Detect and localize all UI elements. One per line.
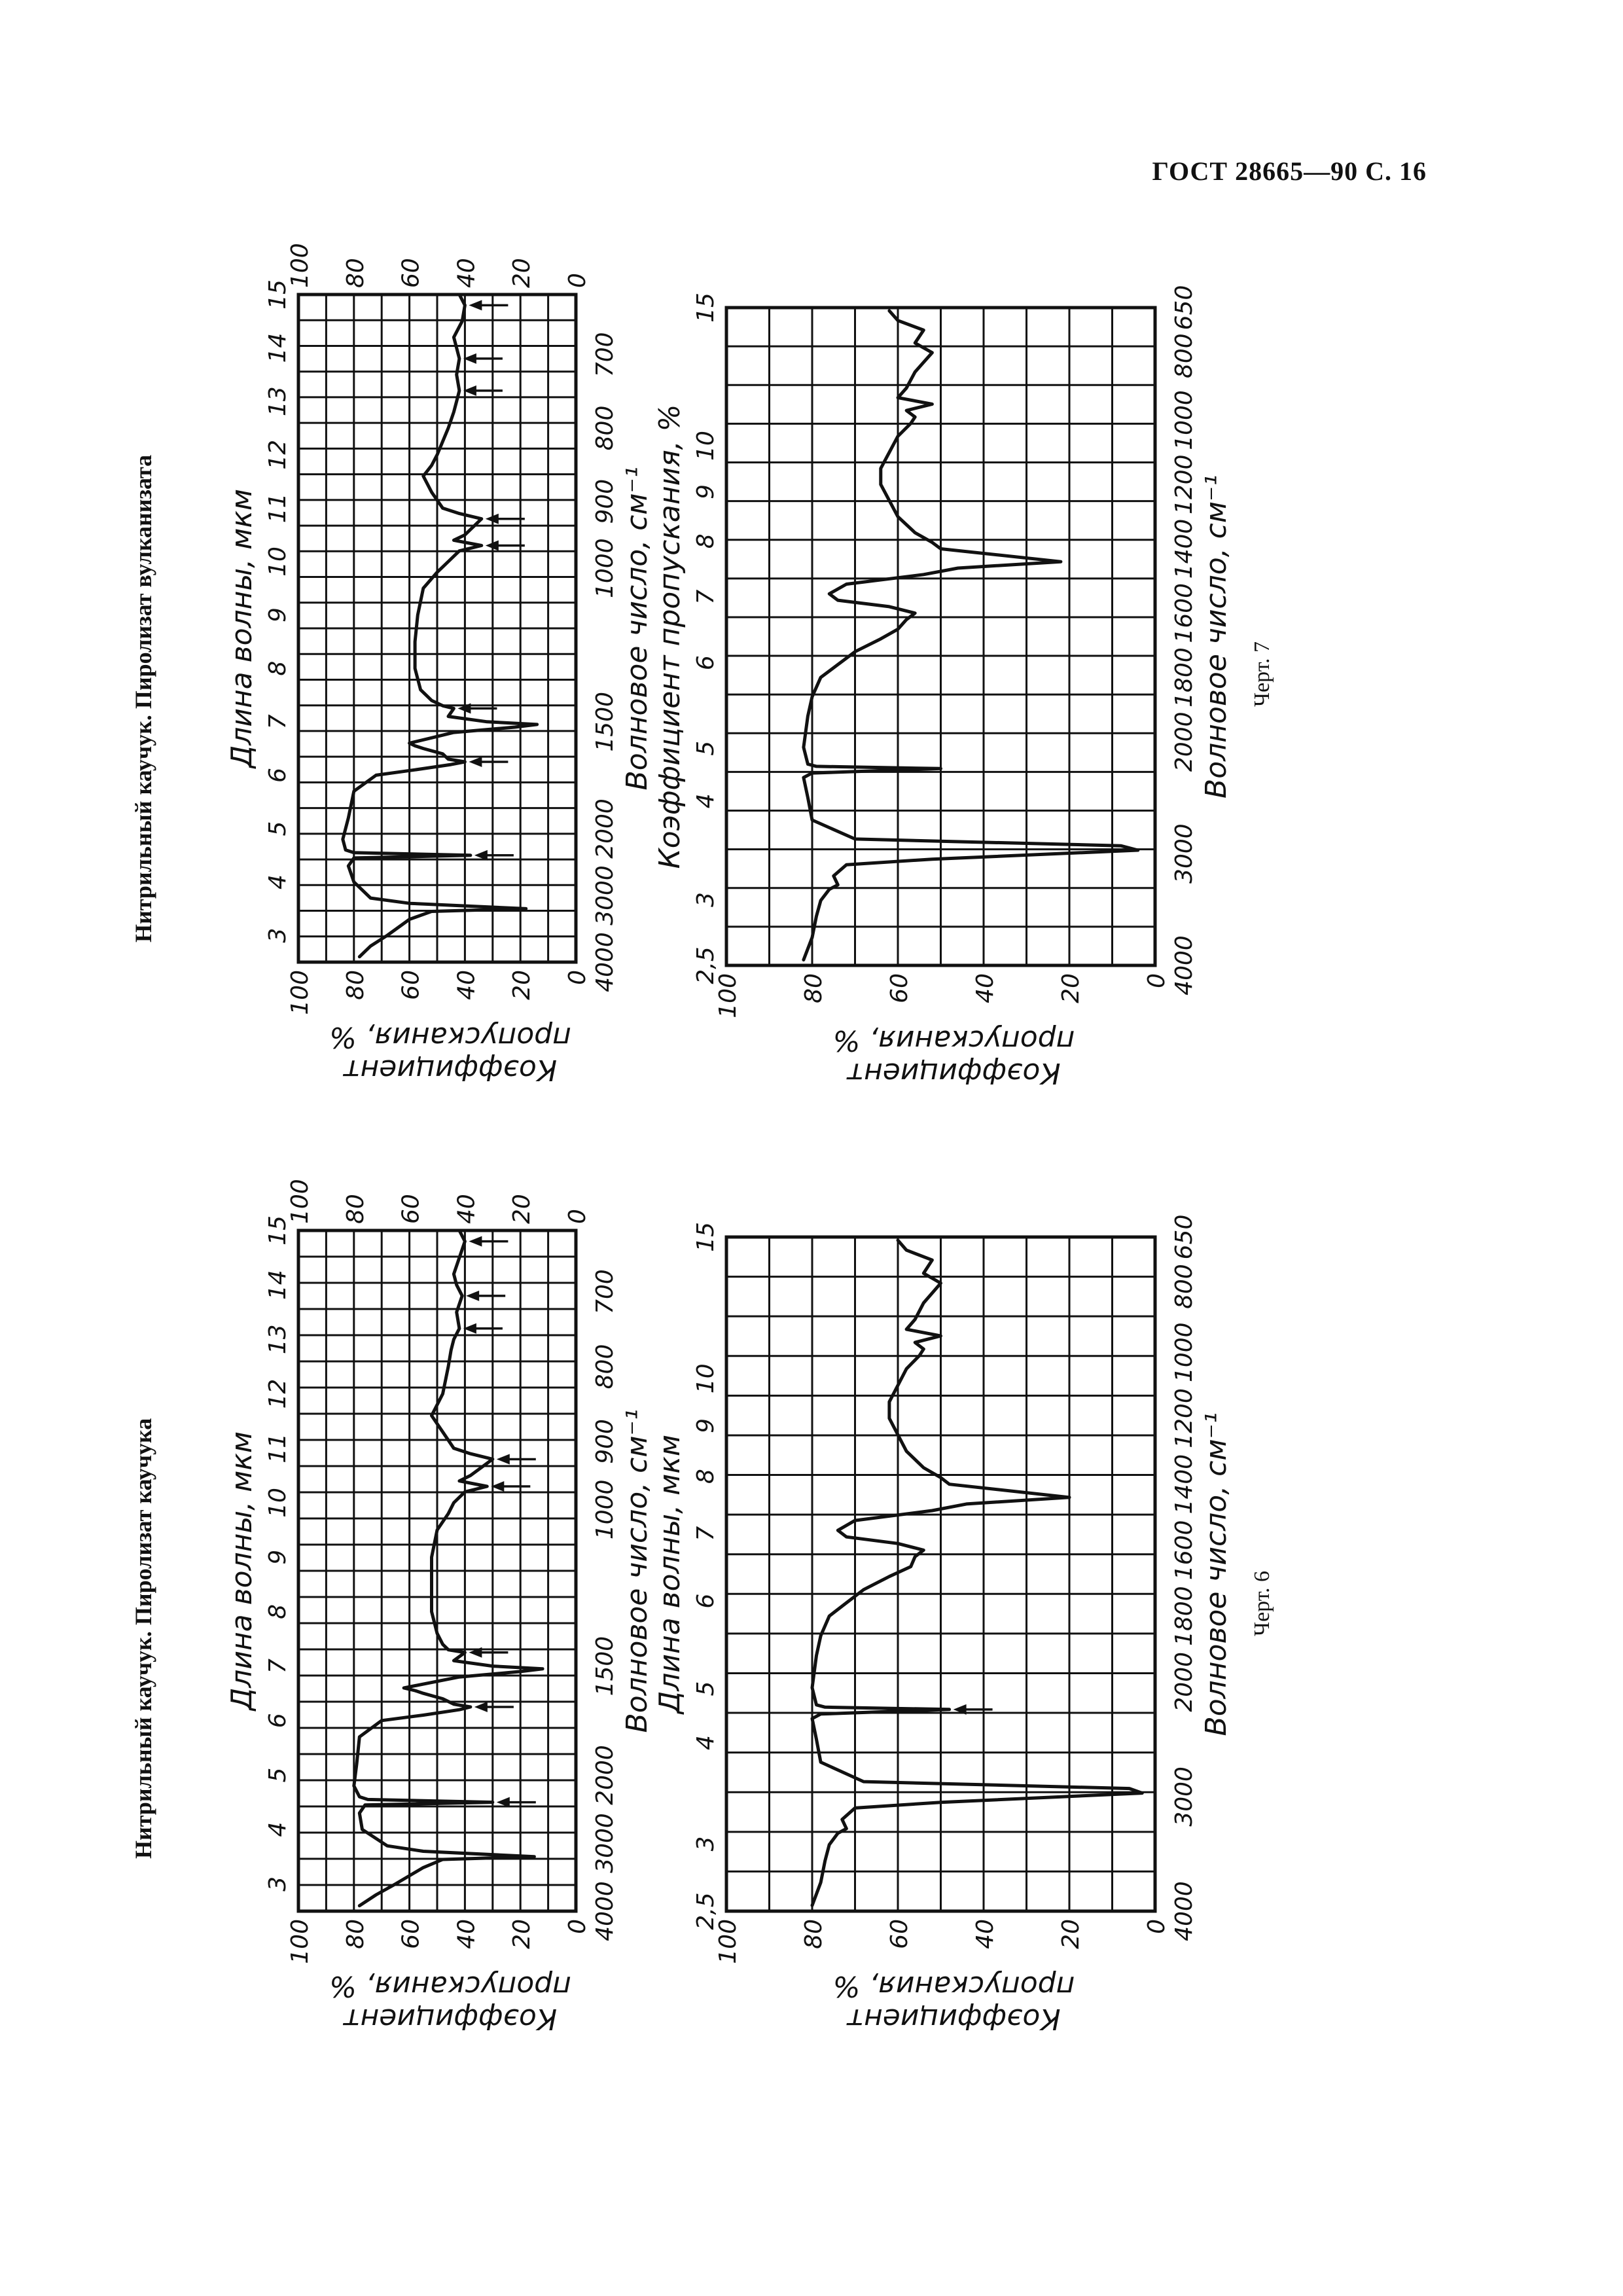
transmittance-tick-label: 100 (287, 970, 313, 1015)
peak-arrow (469, 300, 508, 310)
spectrum-panel-2 (653, 1215, 1233, 2036)
wavelength-tick-label: 13 (264, 1324, 291, 1355)
wavenumber-tick-label: 1400 (1171, 518, 1198, 579)
plot-grid (726, 1237, 1155, 1911)
wavelength-tick-label: 9 (692, 484, 719, 499)
transmittance-tick-label: 60 (886, 1919, 913, 1949)
spectrum-trace (343, 295, 537, 957)
wavelength-tick-label: 5 (264, 1767, 291, 1783)
wavenumber-axis-title: Волновое число, см⁻¹ (1200, 475, 1233, 798)
peak-arrow (486, 541, 525, 551)
page-header: ГОСТ 28665—90 С. 16 (1152, 156, 1427, 186)
transmittance-axis-title-line2: пропускания, % (832, 1969, 1075, 2003)
figure-6-caption: Черт. 6 (1250, 1570, 1274, 1636)
peak-arrow (463, 1323, 503, 1334)
wavelength-tick-label: 4 (692, 1735, 719, 1750)
transmittance-tick-label: 40 (972, 1919, 999, 1949)
peak-arrow (497, 1454, 536, 1464)
transmittance-tick-label: 0 (1143, 973, 1170, 988)
wavenumber-tick-label: 1800 (1171, 647, 1198, 708)
wavelength-tick-label: 8 (264, 660, 291, 676)
wavenumber-tick-label: 1200 (1171, 454, 1198, 515)
wavelength-axis-title: Коэффициент пропускания, % (653, 404, 687, 869)
transmittance-tick-label-top: 40 (453, 258, 480, 288)
transmittance-tick-label: 100 (715, 1919, 741, 1964)
wavelength-tick-label: 5 (692, 740, 719, 756)
transmittance-tick-label: 40 (453, 1919, 480, 1949)
peak-arrow (491, 1481, 530, 1492)
transmittance-tick-label-top: 40 (453, 1194, 480, 1224)
wavenumber-tick-label: 800 (592, 1344, 618, 1390)
transmittance-tick-label-top: 20 (508, 1194, 536, 1224)
peak-arrow (463, 386, 503, 396)
wavenumber-tick-label: 700 (592, 1269, 618, 1314)
transmittance-tick-label-top: 100 (287, 243, 313, 288)
transmittance-tick-label-top: 20 (508, 258, 536, 288)
spectrum-panel-3 (225, 243, 654, 1086)
wavelength-tick-label: 4 (264, 874, 291, 890)
transmittance-tick-label: 80 (800, 1919, 827, 1949)
wavelength-tick-label: 6 (692, 655, 719, 671)
plot-grid (298, 295, 576, 962)
wavelength-tick-label: 4 (264, 1821, 291, 1837)
wavelength-tick-label: 12 (264, 439, 291, 470)
plot-grid (298, 1230, 576, 1911)
transmittance-tick-label: 20 (1058, 1919, 1084, 1949)
wavelength-tick-label: 15 (264, 279, 291, 310)
wavelength-tick-label: 10 (264, 1488, 291, 1518)
wavelength-tick-label: 9 (692, 1418, 719, 1433)
wavelength-tick-label: 7 (264, 714, 291, 730)
peak-arrows (457, 300, 524, 860)
peak-arrow (469, 757, 508, 767)
wavelength-tick-label: 14 (264, 332, 291, 363)
wavenumber-axis-title: Волновое число, см⁻¹ (1200, 1412, 1233, 1736)
wavenumber-tick-label: 4000 (1171, 1881, 1198, 1941)
wavelength-tick-label: 5 (264, 821, 291, 836)
transmittance-tick-label: 80 (800, 973, 827, 1003)
wavelength-tick-label: 2,5 (692, 946, 719, 984)
peak-arrow (463, 353, 503, 364)
transmittance-tick-label: 40 (453, 970, 480, 1000)
transmittance-tick-label: 80 (342, 970, 369, 1000)
transmittance-tick-label: 100 (287, 1919, 313, 1964)
wavelength-tick-label: 15 (264, 1215, 291, 1246)
wavenumber-tick-label: 800 (1171, 333, 1198, 379)
wavenumber-tick-label: 4000 (1171, 935, 1198, 996)
transmittance-axis-title-line2: пропускания, % (832, 1024, 1075, 1057)
wavenumber-tick-label: 4000 (592, 932, 618, 992)
figure-6-title: Нитрильный каучук. Пиролизат каучука (130, 1418, 156, 1859)
wavelength-tick-label: 13 (264, 386, 291, 417)
wavelength-tick-label: 6 (692, 1593, 719, 1609)
transmittance-axis-title-line1: Коэффициент (343, 2002, 558, 2036)
wavenumber-tick-label: 900 (592, 478, 618, 524)
wavelength-tick-label: 3 (692, 1836, 719, 1852)
wavelength-tick-label: 11 (264, 493, 291, 524)
transmittance-tick-label-top: 80 (342, 258, 369, 288)
wavenumber-tick-label: 3000 (1171, 1767, 1198, 1827)
peak-arrow (474, 1702, 514, 1712)
wavenumber-tick-label: 1000 (592, 538, 618, 599)
wavenumber-tick-label: 1000 (1171, 390, 1198, 450)
transmittance-axis-title-line2: пропускания, % (329, 1969, 571, 2003)
wavelength-tick-label: 6 (264, 767, 291, 783)
peak-arrow (466, 1291, 505, 1301)
wavelength-tick-label: 8 (692, 1469, 719, 1484)
wavenumber-tick-label: 2000 (592, 1745, 618, 1805)
wavenumber-tick-label: 1200 (1171, 1388, 1198, 1448)
wavenumber-tick-label: 800 (1171, 1264, 1198, 1309)
wavenumber-tick-label: 650 (1171, 285, 1198, 331)
spectrum-panel-4 (653, 285, 1233, 1090)
wavelength-tick-label: 9 (264, 1549, 291, 1565)
wavenumber-axis-title: Волновое число, см⁻¹ (620, 466, 654, 791)
transmittance-tick-label-top: 0 (564, 273, 591, 288)
wavenumber-tick-label: 1400 (1171, 1454, 1198, 1515)
spectrum-trace (812, 1240, 1142, 1905)
wavenumber-tick-label: 1500 (592, 691, 618, 752)
transmittance-tick-label: 60 (886, 973, 913, 1003)
wavelength-tick-label: 9 (264, 607, 291, 623)
wavelength-tick-label: 10 (692, 431, 719, 461)
transmittance-tick-label: 0 (564, 970, 591, 985)
wavenumber-tick-label: 900 (592, 1419, 618, 1464)
transmittance-tick-label: 40 (972, 973, 999, 1003)
wavenumber-tick-label: 1600 (1171, 583, 1198, 643)
transmittance-tick-label-top: 60 (397, 258, 425, 288)
wavelength-tick-label: 10 (692, 1363, 719, 1394)
wavelength-tick-label: 12 (264, 1378, 291, 1409)
wavenumber-tick-label: 2000 (1171, 1651, 1198, 1712)
figure-7-caption: Черт. 7 (1250, 641, 1274, 707)
wavelength-axis-title: Длина волны, мкм (225, 488, 259, 768)
wavenumber-tick-label: 2000 (1171, 711, 1198, 772)
wavenumber-tick-label: 1000 (592, 1479, 618, 1540)
transmittance-tick-label: 80 (342, 1919, 369, 1949)
wavenumber-tick-label: 1000 (1171, 1322, 1198, 1383)
transmittance-tick-label-top: 80 (342, 1194, 369, 1224)
wavelength-axis-title: Длина волны, мкм (225, 1431, 259, 1711)
wavenumber-tick-label: 800 (592, 405, 618, 451)
wavelength-tick-label: 15 (692, 293, 719, 323)
wavelength-tick-label: 5 (692, 1681, 719, 1696)
transmittance-axis-title-line1: Коэффициент (847, 2002, 1061, 2036)
wavenumber-tick-label: 4000 (592, 1881, 618, 1941)
wavelength-tick-label: 3 (264, 927, 291, 943)
transmittance-tick-label: 60 (397, 1919, 425, 1949)
wavenumber-tick-label: 2000 (592, 798, 618, 859)
transmittance-tick-label: 20 (508, 970, 536, 1000)
wavelength-axis-title: Длина волны, мкм (653, 1434, 687, 1714)
wavelength-tick-label: 14 (264, 1270, 291, 1300)
wavelength-tick-label: 11 (264, 1433, 291, 1463)
wavenumber-tick-label: 3000 (1171, 823, 1198, 884)
wavenumber-tick-label: 700 (592, 332, 618, 378)
transmittance-tick-label: 20 (508, 1919, 536, 1949)
spectrum-panel-1 (225, 1179, 654, 2036)
transmittance-tick-label: 60 (397, 970, 425, 1000)
transmittance-tick-label: 100 (715, 973, 741, 1018)
peak-arrow (469, 1236, 508, 1247)
transmittance-tick-label: 20 (1058, 973, 1084, 1003)
peak-arrows (463, 1236, 536, 1808)
wavenumber-tick-label: 650 (1171, 1214, 1198, 1260)
wavelength-tick-label: 15 (692, 1222, 719, 1252)
transmittance-axis-title-line1: Коэффициент (847, 1056, 1061, 1090)
wavelength-tick-label: 4 (692, 793, 719, 809)
wavelength-tick-label: 3 (264, 1876, 291, 1892)
transmittance-axis-title-line1: Коэффициент (343, 1053, 558, 1086)
transmittance-tick-label-top: 60 (397, 1194, 425, 1224)
peak-arrow (486, 514, 525, 524)
transmittance-tick-label: 0 (564, 1919, 591, 1934)
transmittance-tick-label: 0 (1143, 1919, 1170, 1934)
transmittance-axis-title-line2: пропускания, % (329, 1020, 571, 1054)
wavenumber-tick-label: 1800 (1171, 1586, 1198, 1646)
wavelength-tick-label: 2,5 (692, 1892, 719, 1930)
wavelength-tick-label: 7 (692, 589, 719, 605)
spectrum-trace (804, 311, 1138, 960)
wavelength-tick-label: 8 (264, 1604, 291, 1619)
wavenumber-tick-label: 3000 (592, 865, 618, 925)
wavenumber-axis-title: Волновое число, см⁻¹ (620, 1408, 654, 1733)
wavenumber-tick-label: 1500 (592, 1636, 618, 1696)
wavenumber-tick-label: 3000 (592, 1813, 618, 1873)
wavelength-tick-label: 3 (692, 892, 719, 907)
transmittance-tick-label-top: 100 (287, 1179, 313, 1224)
plot-grid (726, 308, 1155, 965)
wavelength-tick-label: 8 (692, 533, 719, 549)
wavelength-tick-label: 7 (264, 1659, 291, 1674)
wavelength-tick-label: 7 (692, 1526, 719, 1541)
wavenumber-tick-label: 1600 (1171, 1520, 1198, 1581)
wavelength-tick-label: 10 (264, 547, 291, 577)
transmittance-tick-label-top: 0 (564, 1209, 591, 1224)
figure-7-title: Нитрильный каучук. Пиролизат вулканизата (130, 454, 156, 942)
wavelength-tick-label: 6 (264, 1713, 291, 1729)
